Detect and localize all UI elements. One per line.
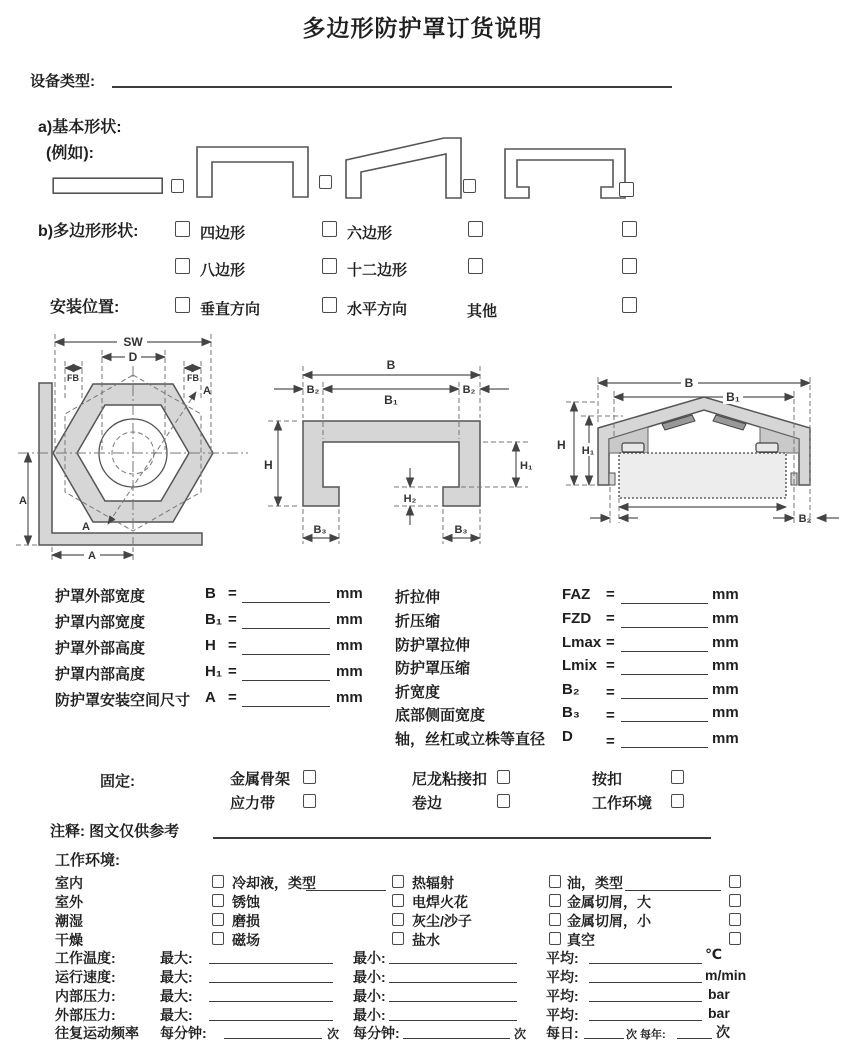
frequency-label: 往复运动频率 <box>55 1025 139 1041</box>
dim-symbol-FZD: FZD <box>562 610 592 627</box>
env-vacuum-label: 真空 <box>567 932 595 948</box>
env-coolant-label: 冷却液，类型 <box>232 875 316 891</box>
checkbox-b-row2-extra1[interactable] <box>468 258 483 274</box>
unit-mm: mm <box>336 585 363 602</box>
dim-row-label: 折压缩 <box>395 613 441 630</box>
dim-label-h1: H₁ <box>581 445 595 457</box>
dim-label-h: H <box>557 438 566 452</box>
env-row-dry: 干燥 <box>55 932 83 948</box>
unit-mm: mm <box>712 730 739 747</box>
unit-mm: mm <box>336 611 363 628</box>
dim-symbol-Lmix: Lmix <box>562 657 598 674</box>
dim-B3-input-line[interactable] <box>621 707 708 722</box>
checkbox-heat-radiation[interactable] <box>392 875 404 888</box>
unit-mm: mm <box>712 586 739 603</box>
dim-symbol-H1: H₁ <box>205 663 223 680</box>
freq-per-min-label-1: 每分钟: <box>160 1025 207 1041</box>
dim-row-label: 护罩外部宽度 <box>55 588 146 605</box>
eq-sign: = <box>228 585 237 602</box>
option-octagon: 八边形 <box>200 262 246 279</box>
dim-H1-input-line[interactable] <box>242 666 330 681</box>
cond-int-pressure-unit: bar <box>708 986 730 1002</box>
option-vertical: 垂直方向 <box>200 301 261 318</box>
dim-Lmax-input-line[interactable] <box>621 637 708 652</box>
freq-per-min-line-1[interactable] <box>224 1024 322 1039</box>
dim-H-input-line[interactable] <box>242 640 330 655</box>
dim-label-d: D <box>128 350 138 364</box>
checkbox-metal-frame[interactable] <box>303 770 316 784</box>
checkbox-env-r1-extra[interactable] <box>729 875 741 888</box>
moving-panel-dotted <box>619 453 786 498</box>
cond-speed-max-line[interactable] <box>209 968 333 983</box>
checkbox-vacuum[interactable] <box>549 932 561 945</box>
install-position-label: 安装位置: <box>50 299 120 316</box>
dim-row-label: 防护罩压缩 <box>395 660 471 677</box>
cond-int-pressure-max-line[interactable] <box>209 987 333 1002</box>
checkbox-snap[interactable] <box>671 770 684 784</box>
note-input-line[interactable] <box>213 823 711 839</box>
freq-times-2: 次 <box>514 1027 527 1041</box>
cond-temp-avg-line[interactable] <box>589 949 702 964</box>
cond-temp-label: 工作温度: <box>55 950 116 966</box>
c-profile-shape <box>303 421 480 506</box>
dim-symbol-Lmax: Lmax <box>562 634 602 651</box>
cond-int-pressure-min-line[interactable] <box>389 987 517 1002</box>
freq-times-3: 次 <box>626 1029 637 1041</box>
env-metal-chips-large-label: 金属切屑，大 <box>567 894 651 910</box>
dim-label-a-diag-bottom: A <box>82 521 90 533</box>
checkbox-rust[interactable] <box>212 894 224 907</box>
right-clip <box>756 443 778 452</box>
dim-label-a-left: A <box>19 495 27 507</box>
cond-min-label: 最小: <box>353 1007 386 1023</box>
dim-row-label: 折宽度 <box>395 684 441 701</box>
env-heat-radiation-label: 热辐射 <box>412 875 454 891</box>
option-hexagon: 六边形 <box>347 225 393 242</box>
checkbox-hexagon[interactable] <box>322 221 337 237</box>
dim-symbol-A: A <box>205 689 216 706</box>
option-quadrilateral: 四边形 <box>200 225 246 242</box>
cond-min-label: 最小: <box>353 969 386 985</box>
dim-row-label: 防护罩拉伸 <box>395 637 471 654</box>
env-abrasion-label: 磨损 <box>232 913 260 929</box>
note-label: 注释: 图文仅供参考 <box>50 823 180 840</box>
freq-times-1: 次 <box>327 1027 340 1041</box>
option-other-label: 其他 <box>467 303 498 320</box>
freq-per-day-line[interactable] <box>584 1024 624 1039</box>
freq-per-min-label-2: 每分钟: <box>353 1025 400 1041</box>
env-weld-spark-label: 电焊火花 <box>412 894 468 910</box>
cond-avg-label: 平均: <box>546 1007 579 1023</box>
checkbox-stress-band[interactable] <box>303 794 316 808</box>
dim-symbol-B1: B₁ <box>205 611 223 628</box>
cond-ext-pressure-min-line[interactable] <box>389 1006 517 1021</box>
section-a-example-label: (例如): <box>46 145 94 162</box>
checkbox-horizontal[interactable] <box>322 297 337 313</box>
dim-row-label: 底部侧面宽度 <box>395 707 486 724</box>
dim-row-label: 折拉伸 <box>395 589 441 606</box>
fixing-work-env-label: 工作环境 <box>592 795 653 812</box>
eq-sign: = <box>228 663 237 680</box>
shape-flat-cover <box>52 177 164 197</box>
dim-B2-input-line[interactable] <box>621 684 708 699</box>
freq-per-day-label: 每日: <box>546 1025 579 1041</box>
fixing-snap-label: 按扣 <box>592 771 623 788</box>
unit-mm: mm <box>712 704 739 721</box>
shape-slanted-cover <box>344 136 466 200</box>
unit-mm: mm <box>336 637 363 654</box>
dim-FZD-input-line[interactable] <box>621 613 708 628</box>
dim-label-b1: B₁ <box>384 393 398 407</box>
dim-symbol-B: B <box>205 585 216 602</box>
checkbox-metal-chips-large[interactable] <box>549 894 561 907</box>
checkbox-magnetic-field[interactable] <box>212 932 224 945</box>
dim-symbol-B2: B₂ <box>562 681 580 698</box>
env-coolant-type-line[interactable] <box>306 876 386 891</box>
env-magnetic-field-label: 磁场 <box>232 932 260 948</box>
cond-int-pressure-avg-line[interactable] <box>589 987 702 1002</box>
unit-mm: mm <box>336 663 363 680</box>
cond-ext-pressure-max-line[interactable] <box>209 1006 333 1021</box>
dim-symbol-B3: B₃ <box>562 704 580 721</box>
fixing-stress-band-label: 应力带 <box>230 795 276 812</box>
unit-mm: mm <box>712 681 739 698</box>
dim-D-input-line[interactable] <box>621 733 708 748</box>
eq-sign: = <box>228 611 237 628</box>
eq-sign: = <box>606 684 615 701</box>
dim-label-h1: H₁ <box>520 460 533 472</box>
env-row-indoor: 室内 <box>55 875 83 891</box>
diagram-peaked-profile <box>551 353 845 555</box>
checkbox-b-row2-extra2[interactable] <box>622 258 637 274</box>
unit-mm: mm <box>712 657 739 674</box>
checkbox-oil[interactable] <box>549 875 561 888</box>
checkbox-dodecagon[interactable] <box>322 258 337 274</box>
dim-label-sw: SW <box>123 335 143 349</box>
fixing-metal-frame-label: 金属骨架 <box>230 771 291 788</box>
checkbox-quadrilateral[interactable] <box>175 221 190 237</box>
cond-avg-label: 平均: <box>546 988 579 1004</box>
env-oil-label: 油，类型 <box>567 875 623 891</box>
eq-sign: = <box>606 733 615 750</box>
fixing-label: 固定: <box>100 773 135 790</box>
checkbox-metal-chips-small[interactable] <box>549 913 561 926</box>
fixing-nylon-velcro-label: 尼龙粘接扣 <box>412 771 488 788</box>
cond-ext-pressure-label: 外部压力: <box>55 1007 116 1023</box>
left-clip <box>622 443 644 452</box>
checkbox-env-r3-extra[interactable] <box>729 913 741 926</box>
env-dust-sand-label: 灰尘/沙子 <box>412 913 472 929</box>
eq-sign: = <box>606 707 615 724</box>
dim-label-h: H <box>264 458 273 472</box>
freq-per-min-line-2[interactable] <box>403 1024 510 1039</box>
checkbox-shape-u[interactable] <box>319 175 332 189</box>
env-salt-water-label: 盐水 <box>412 932 440 948</box>
dim-row-label: 护罩内部宽度 <box>55 614 146 631</box>
cond-avg-label: 平均: <box>546 950 579 966</box>
checkbox-env-r2-extra[interactable] <box>729 894 741 907</box>
checkbox-octagon[interactable] <box>175 258 190 274</box>
checkbox-vertical[interactable] <box>175 297 190 313</box>
unit-mm: mm <box>336 689 363 706</box>
dim-label-a-diag-top: A <box>203 385 211 397</box>
option-dodecagon: 十二边形 <box>347 262 408 279</box>
left-foot-tab <box>609 473 615 485</box>
environment-label: 工作环境: <box>55 852 120 869</box>
dim-FAZ-input-line[interactable] <box>621 589 708 604</box>
eq-sign: = <box>606 610 615 627</box>
dim-label-fb-right: FB <box>187 373 199 383</box>
checkbox-install-other[interactable] <box>622 297 637 313</box>
dim-label-fb-left: FB <box>67 373 79 383</box>
checkbox-b-row1-extra2[interactable] <box>622 221 637 237</box>
cond-ext-pressure-unit: bar <box>708 1005 730 1021</box>
checkbox-weld-spark[interactable] <box>392 894 404 907</box>
checkbox-shape-slanted[interactable] <box>463 179 476 193</box>
cond-max-label: 最大: <box>160 969 193 985</box>
checkbox-hem[interactable] <box>497 794 510 808</box>
cond-speed-unit: m/min <box>705 967 747 983</box>
cond-temp-min-line[interactable] <box>389 949 517 964</box>
eq-sign: = <box>606 657 615 674</box>
dim-label-a-bottom: A <box>88 550 96 562</box>
shape-hooked-cover <box>503 147 629 200</box>
dim-label-b2-right: B₂ <box>462 384 476 396</box>
eq-sign: = <box>228 637 237 654</box>
unit-mm: mm <box>712 634 739 651</box>
dim-A-input-line[interactable] <box>242 692 330 707</box>
dim-symbol-FAZ: FAZ <box>562 586 591 603</box>
dim-B1-input-line[interactable] <box>242 614 330 629</box>
cond-max-label: 最大: <box>160 1007 193 1023</box>
section-a-label: a)基本形状: <box>38 119 122 136</box>
cond-speed-min-line[interactable] <box>389 968 517 983</box>
cond-avg-label: 平均: <box>546 969 579 985</box>
dim-label-b1: B₁ <box>726 390 740 404</box>
section-b-label: b)多边形形状: <box>38 223 139 240</box>
dim-row-label: 轴，丝杠或立株等直径 <box>395 731 546 748</box>
dim-label-b: B <box>684 376 694 390</box>
checkbox-work-env[interactable] <box>671 794 684 808</box>
cond-min-label: 最小: <box>353 988 386 1004</box>
fixing-hem-label: 卷边 <box>412 795 443 812</box>
checkbox-nylon-velcro[interactable] <box>497 770 510 784</box>
cond-max-label: 最大: <box>160 950 193 966</box>
page-title: 多边形防护罩订货说明 <box>302 15 543 41</box>
diagram-c-profile <box>262 346 540 556</box>
eq-sign: = <box>606 634 615 651</box>
dim-symbol-H: H <box>205 637 216 654</box>
freq-times-4: 次 <box>716 1024 730 1040</box>
env-rust-label: 锈蚀 <box>232 894 260 910</box>
checkbox-env-r4-extra[interactable] <box>729 932 741 945</box>
cond-int-pressure-label: 内部压力: <box>55 988 116 1004</box>
env-oil-type-line[interactable] <box>625 876 721 891</box>
dim-row-label: 护罩内部高度 <box>55 666 146 683</box>
dim-label-b3-left: B₃ <box>313 524 327 536</box>
shape-u-cover <box>195 145 311 200</box>
cond-max-label: 最大: <box>160 988 193 1004</box>
env-metal-chips-small-label: 金属切屑，小 <box>567 913 651 929</box>
checkbox-shape-hooked[interactable] <box>619 182 634 197</box>
diagram-hex-cross-section <box>8 328 258 568</box>
dim-label-b3-right: B₃ <box>454 524 468 536</box>
cond-speed-avg-line[interactable] <box>589 968 702 983</box>
dim-Lmix-input-line[interactable] <box>621 660 708 675</box>
cond-speed-label: 运行速度: <box>55 969 116 985</box>
dim-symbol-D: D <box>562 728 573 745</box>
dim-label-b2: B₂ <box>798 513 812 525</box>
cond-ext-pressure-avg-line[interactable] <box>589 1006 702 1021</box>
unit-mm: mm <box>712 610 739 627</box>
env-row-outdoor: 室外 <box>55 894 83 910</box>
checkbox-shape-flat[interactable] <box>171 179 184 193</box>
checkbox-coolant[interactable] <box>212 875 224 888</box>
device-type-label: 设备类型: <box>30 73 95 90</box>
dim-label-b2-left: B₂ <box>306 384 320 396</box>
freq-per-year-line[interactable] <box>677 1024 712 1039</box>
eq-sign: = <box>606 586 615 603</box>
dim-label-h2: H₂ <box>403 493 417 505</box>
cond-temp-unit: ℃ <box>705 946 722 962</box>
dim-label-b: B <box>386 358 396 372</box>
dim-row-label: 护罩外部高度 <box>55 640 146 657</box>
checkbox-b-row1-extra1[interactable] <box>468 221 483 237</box>
cond-temp-max-line[interactable] <box>209 949 333 964</box>
checkbox-abrasion[interactable] <box>212 913 224 926</box>
checkbox-dust-sand[interactable] <box>392 913 404 926</box>
freq-per-year-label: 每年: <box>640 1029 666 1041</box>
cond-min-label: 最小: <box>353 950 386 966</box>
option-horizontal: 水平方向 <box>347 301 408 318</box>
eq-sign: = <box>228 689 237 706</box>
dim-B-input-line[interactable] <box>242 588 330 603</box>
env-row-humid: 潮湿 <box>55 913 83 929</box>
checkbox-salt-water[interactable] <box>392 932 404 945</box>
device-type-input-line[interactable] <box>112 72 672 88</box>
dim-row-label: 防护罩安装空间尺寸 <box>55 692 191 709</box>
